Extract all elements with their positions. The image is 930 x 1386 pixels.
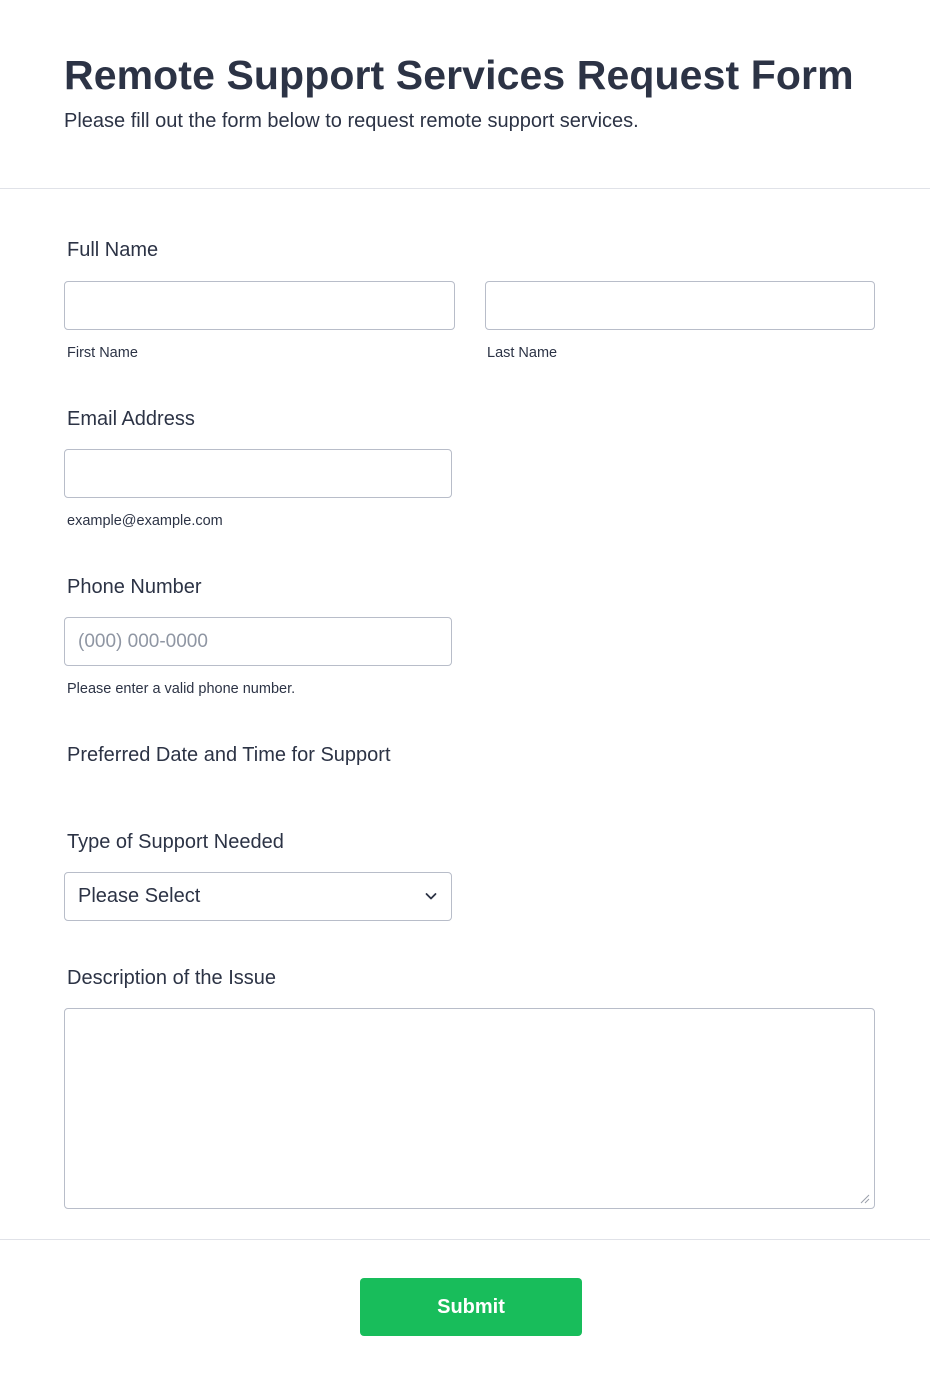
first-name-input[interactable]: [64, 281, 455, 330]
footer-divider: [0, 1239, 930, 1240]
preferred-datetime-label: Preferred Date and Time for Support: [67, 744, 391, 766]
form-header: [0, 0, 930, 189]
last-name-input[interactable]: [485, 281, 875, 330]
description-label: Description of the Issue: [67, 967, 276, 989]
phone-label: Phone Number: [67, 576, 202, 598]
resize-handle-icon[interactable]: [858, 1192, 870, 1204]
phone-field[interactable]: [64, 617, 452, 666]
support-type-label: Type of Support Needed: [67, 831, 284, 853]
email-sublabel: example@example.com: [67, 513, 223, 529]
last-name-sublabel: Last Name: [487, 345, 558, 361]
page-title: Remote Support Services Request Form: [64, 52, 854, 98]
chevron-down-icon: [423, 888, 439, 904]
email-field[interactable]: [64, 449, 452, 498]
support-type-select[interactable]: [64, 872, 452, 921]
email-label: Email Address: [67, 408, 195, 430]
page-subtitle: Please fill out the form below to request remote support services.: [64, 110, 639, 132]
submit-button[interactable]: Submit: [360, 1278, 582, 1336]
first-name-sublabel: First Name: [67, 345, 138, 361]
description-textarea[interactable]: [64, 1008, 875, 1209]
full-name-label: Full Name: [67, 239, 159, 261]
support-type-selected-value: Please Select: [78, 885, 201, 907]
phone-sublabel: Please enter a valid phone number.: [67, 681, 296, 697]
